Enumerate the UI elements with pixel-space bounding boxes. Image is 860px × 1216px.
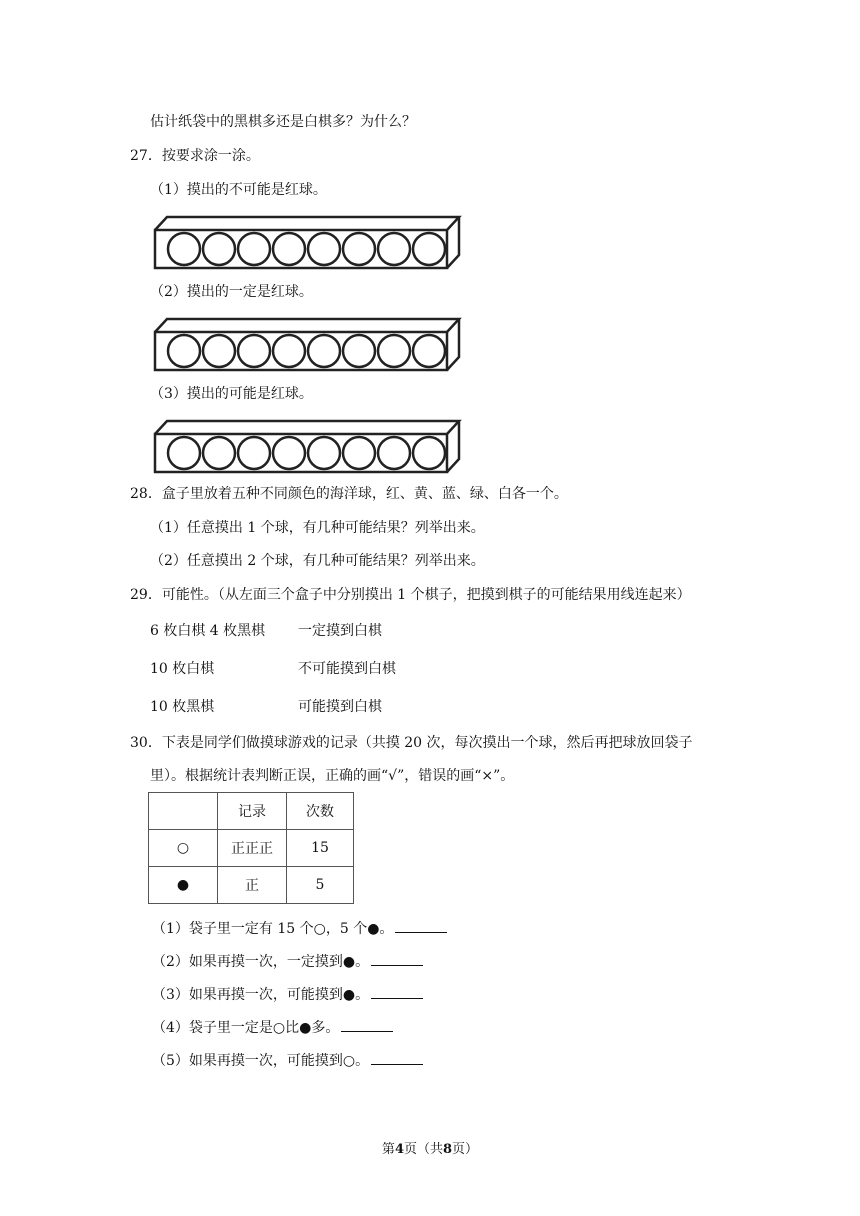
table-header-cell bbox=[149, 793, 218, 830]
page-footer bbox=[0, 1138, 860, 1157]
ball-box-3[interactable] bbox=[153, 418, 463, 474]
q30-title-line1: 30．下表是同学们做摸球游戏的记录（共摸 20 次，每次摸出一个球，然后再把球放回袋子 bbox=[130, 735, 693, 751]
q30-item-5 bbox=[152, 1050, 423, 1071]
q27-item-1: （1）摸出的不可能是红球。 bbox=[150, 182, 327, 198]
ball-box-1[interactable] bbox=[153, 214, 463, 270]
q26-question-tail: 估计纸袋中的黑棋多还是白棋多？为什么？ bbox=[150, 114, 416, 130]
q30-item-3-text: （3）如果再摸一次，可能摸到●。 bbox=[152, 987, 370, 1003]
footer-suffix: 页） bbox=[452, 1142, 479, 1157]
table-cell-tally: 正 bbox=[218, 867, 287, 904]
q30-item-4 bbox=[152, 1017, 393, 1038]
footer-total-pages: 8 bbox=[443, 1142, 453, 1157]
answer-blank-4[interactable] bbox=[341, 1017, 393, 1032]
q30-item-1-text: （1）袋子里一定有 15 个○，5 个●。 bbox=[152, 921, 394, 937]
table-header-cell: 次数 bbox=[287, 793, 354, 830]
q27-title: 27．按要求涂一涂。 bbox=[130, 148, 260, 164]
q29-left-2[interactable]: 10 枚白棋 bbox=[150, 661, 215, 677]
q29-right-3[interactable]: 可能摸到白棋 bbox=[298, 699, 382, 715]
ball-box-2-drawing bbox=[153, 316, 463, 372]
q30-item-1 bbox=[152, 918, 447, 939]
table-cell-symbol: ○ bbox=[149, 830, 218, 867]
table-cell-tally: 正正正 bbox=[218, 830, 287, 867]
q29-title: 29．可能性。（从左面三个盒子中分别摸出 1 个棋子，把摸到棋子的可能结果用线连起来） bbox=[130, 587, 691, 603]
q29-right-1[interactable]: 一定摸到白棋 bbox=[298, 623, 382, 639]
q27-item-2: （2）摸出的一定是红球。 bbox=[150, 284, 313, 300]
table-cell-count: 5 bbox=[287, 867, 354, 904]
answer-blank-2[interactable] bbox=[371, 951, 423, 966]
ball-box-2[interactable] bbox=[153, 316, 463, 372]
q30-item-4-text: （4）袋子里一定是○比●多。 bbox=[152, 1020, 340, 1036]
ball-box-1-drawing bbox=[153, 214, 463, 270]
q28-title: 28．盒子里放着五种不同颜色的海洋球，红、黄、蓝、绿、白各一个。 bbox=[130, 486, 568, 502]
table-cell-count: 15 bbox=[287, 830, 354, 867]
footer-page-number: 4 bbox=[394, 1142, 404, 1157]
q30-item-5-text: （5）如果再摸一次，可能摸到○。 bbox=[152, 1053, 370, 1069]
q28-item-1: （1）任意摸出 1 个球，有几种可能结果？列举出来。 bbox=[150, 520, 485, 536]
table-cell-symbol: ● bbox=[149, 867, 218, 904]
q30-title-line2: 里）。根据统计表判断正误，正确的画“√”，错误的画“×”。 bbox=[150, 768, 515, 784]
table-row bbox=[149, 867, 354, 904]
footer-prefix: 第 bbox=[381, 1142, 395, 1157]
record-table bbox=[148, 792, 354, 904]
footer-mid: 页（共 bbox=[403, 1142, 443, 1157]
answer-blank-5[interactable] bbox=[371, 1050, 423, 1065]
q30-item-3 bbox=[152, 984, 423, 1005]
table-header-row bbox=[149, 793, 354, 830]
table-header-cell: 记录 bbox=[218, 793, 287, 830]
answer-blank-1[interactable] bbox=[395, 918, 447, 933]
q30-item-2 bbox=[152, 951, 423, 972]
q29-right-2[interactable]: 不可能摸到白棋 bbox=[298, 661, 396, 677]
answer-blank-3[interactable] bbox=[371, 984, 423, 999]
ball-box-3-drawing bbox=[153, 418, 463, 474]
table-row bbox=[149, 830, 354, 867]
q28-item-2: （2）任意摸出 2 个球，有几种可能结果？列举出来。 bbox=[150, 553, 485, 569]
q29-left-3[interactable]: 10 枚黑棋 bbox=[150, 699, 215, 715]
q27-item-3: （3）摸出的可能是红球。 bbox=[150, 386, 313, 402]
q29-left-1[interactable]: 6 枚白棋 4 枚黑棋 bbox=[150, 623, 266, 639]
q30-item-2-text: （2）如果再摸一次，一定摸到●。 bbox=[152, 954, 370, 970]
